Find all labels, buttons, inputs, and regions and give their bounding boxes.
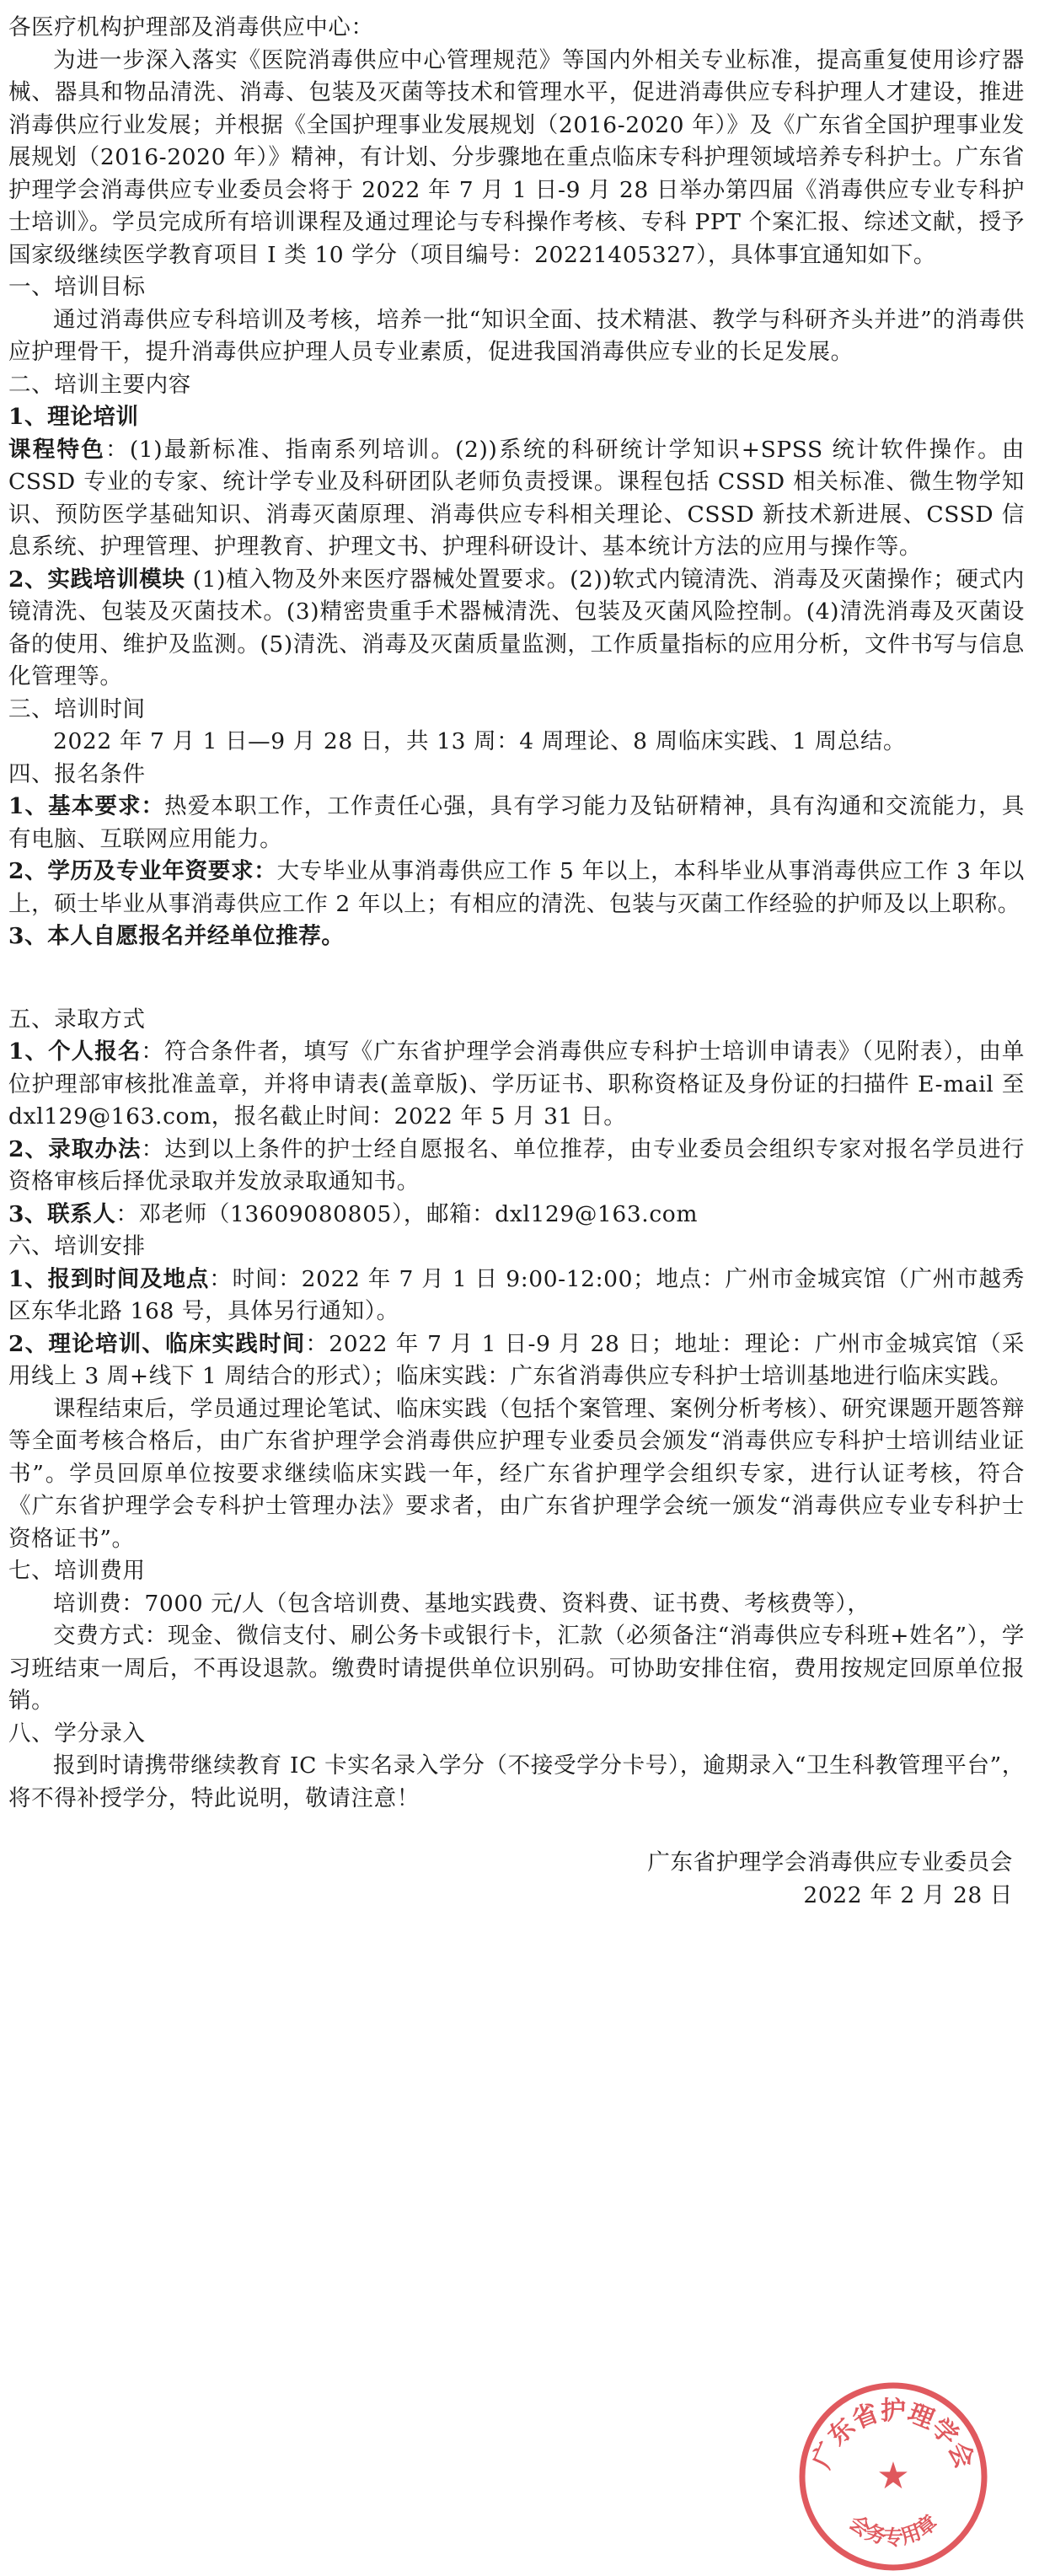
arrangement-paragraph: 课程结束后，学员通过理论笔试、临床实践（包括个案管理、案例分析考核）、研究课题开题答辩等全面考核合格后，由广东省护理学会消毒供应护理专业委员会颁发“消毒供应专科护士培训结业证书”。学员回原单位按要求继续临床实践一年，经广东省护理学会组织专家，进行认证考核，符合《广东省护理学会专科护士管理办法》要求者，由广东省护理学会统一颁发“消毒供应专业专科护士资格证书”。 (8, 1395, 1025, 1552)
signature-date: 2022 年 2 月 28 日 (803, 1881, 1013, 1908)
requirement-2 (8, 856, 1025, 920)
course-features-text: ：(1)最新标准、指南系列培训。(2))系统的科研统计学知识+SPSS 统计软件操作。由 CSSD 专业的专家、统计学专业及科研团队老师负责授课。课程包括 CSSD 相关标准、微生物学知识、预防医学基础知识、消毒灭菌原理、消毒供应专科相关理论、CSSD 新技术新进展、CSSD 信息系统、护理管理、护理教育、护理文书、护理科研设计、基本统计方法的应用与操作等。 (8, 436, 1025, 560)
admission-item-3 (8, 1199, 1025, 1232)
admission-item-2 (8, 1134, 1025, 1199)
blank-gap-2 (8, 1815, 1025, 1847)
section-2-sub-theory: 1、理论培训 (8, 404, 139, 430)
requirement-1 (8, 791, 1025, 856)
section-3-heading: 三、培训时间 (8, 695, 146, 722)
section-2-heading: 二、培训主要内容 (8, 371, 191, 398)
section-7-heading: 七、培训费用 (8, 1558, 146, 1584)
section-1-text: 通过消毒供应专科培训及考核，培养一批“知识全面、技术精湛、教学与科研齐头并进”的消毒供应护理骨干，提升消毒供应护理人员专业素质，促进我国消毒供应专业的长足发展。 (8, 306, 1025, 365)
admission-item-2-text: ：达到以上条件的护士经自愿报名、单位推荐，由专业委员会组织专家对报名学员进行资格审核后择优录取并发放录取通知书。 (8, 1135, 1025, 1194)
notice-document (8, 12, 1025, 1912)
arrangement-item-2-label: 2、理论培训、临床实践时间 (8, 1330, 306, 1357)
blank-gap (8, 953, 1025, 1004)
practice-module-label: 2、实践培训模块 (8, 566, 185, 593)
arrangement-item-2 (8, 1328, 1025, 1393)
section-5-heading: 五、录取方式 (8, 1006, 146, 1033)
admission-item-3-text: ：邓老师（13609080805），邮箱：dxl129@163.com (115, 1200, 699, 1227)
seal-top-text: 广东省护理学会 (806, 2396, 980, 2473)
arrangement-item-1 (8, 1264, 1025, 1328)
fee-line-2: 交费方式：现金、微信支付、刷公务卡或银行卡，汇款（必须备注“消毒供应专科班+姓名”），学习班结束一周后，不再设退款。缴费时请提供单位识别码。可协助安排住宿，费用按规定回原单位报销。 (8, 1623, 1025, 1714)
fee-line-1: 培训费：7000 元/人（包含培训费、基地实践费、资料费、证书费、考核费等）， (53, 1590, 870, 1617)
practice-module-paragraph (8, 564, 1025, 694)
requirement-2-text: 大专毕业从事消毒供应工作 5 年以上，本科毕业从事消毒供应工作 3 年以上，硕士毕业从事消毒供应工作 2 年以上；有相应的清洗、包装与灭菌工作经验的护师及以上职称。 (8, 858, 1026, 917)
section-3-text: 2022 年 7 月 1 日—9 月 28 日，共 13 周：4 周理论、8 周临床实践、1 周总结。 (53, 728, 907, 754)
official-seal (794, 2377, 993, 2576)
course-features-label: 课程特色 (8, 436, 106, 463)
admission-item-1-text: ：符合条件者，填写《广东省护理学会消毒供应专科护士培训申请表》（见附表），由单位护理部审核批准盖章，并将申请表(盖章版)、学历证书、职称资格证及身份证的扫描件 E-mail 至 dxl129@163.com，报名截止时间：2022 年 5 月 31 日。 (8, 1038, 1025, 1130)
signature-org: 广东省护理学会消毒供应专业委员会 (647, 1849, 1013, 1876)
intro-paragraph: 为进一步深入落实《医院消毒供应中心管理规范》等国内外相关专业标准，提高重复使用诊疗器械、器具和物品清洗、消毒、包装及灭菌等技术和管理水平，促进消毒供应专科护理人才建设，推进消毒供应行业发展；并根据《全国护理事业发展规划（2016-2020 年）》及《广东省全国护理事业发展规划（2016-2020 年）》精神，有计划、分步骤地在重点临床专科护理领域培养专科护士。广东省护理学会消毒供应专业委员会将于 2022 年 7 月 1 日-9 月 28 日举办第四届《消毒供应专业专科护士培训》。学员完成所有培训课程及通过理论与专科操作考核、专科 PPT 个案汇报、综述文献，授予国家级继续医学教育项目 I 类 10 学分（项目编号：20221405327），具体事宜通知如下。 (8, 46, 1025, 268)
arrangement-item-1-text: ：时间：2022 年 7 月 1 日 9:00-12:00；地点：广州市金城宾馆（广州市越秀区东华北路 168 号，具体另行通知）。 (8, 1265, 1025, 1324)
requirement-1-text: 热爱本职工作，工作责任心强，具有学习能力及钻研精神，具有沟通和交流能力，具有电脑、互联网应用能力。 (8, 793, 1026, 852)
requirement-2-label: 2、学历及专业年资要求： (8, 858, 277, 884)
seal-bottom-text: 会务专用章 (844, 2509, 942, 2550)
section-4-heading: 四、报名条件 (8, 760, 146, 787)
arrangement-item-2-text: ：2022 年 7 月 1 日-9 月 28 日；地址：理论：广州市金城宾馆（采用线上 3 周+线下 1 周结合的形式）；临床实践：广东省消毒供应专科护士培训基地进行临床实践。 (8, 1330, 1025, 1389)
seal-star-icon: ★ (876, 2455, 910, 2498)
practice-module-text: (1)植入物及外来医疗器械处置要求。(2))软式内镜清洗、消毒及灭菌操作；硬式内镜清洗、包装及灭菌技术。(3)精密贵重手术器械清洗、包装及灭菌风险控制。(4)清洗消毒及灭菌设备的使用、维护及监测。(5)清洗、消毒及灭菌质量监测，工作质量指标的应用分析，文件书写与信息化管理等。 (8, 566, 1025, 690)
requirement-1-label: 1、基本要求： (8, 793, 165, 819)
requirement-3: 3、本人自愿报名并经单位推荐。 (8, 923, 345, 949)
admission-item-1-label: 1、个人报名 (8, 1038, 142, 1065)
admission-item-1 (8, 1036, 1025, 1134)
course-features-paragraph (8, 434, 1025, 564)
admission-item-2-label: 2、录取办法 (8, 1135, 142, 1162)
admission-item-3-label: 3、联系人 (8, 1200, 116, 1227)
section-8-heading: 八、学分录入 (8, 1720, 146, 1747)
section-8-text: 报到时请携带继续教育 IC 卡实名录入学分（不接受学分卡号），逾期录入“卫生科教管理平台”，将不得补授学分，特此说明，敬请注意！ (8, 1752, 1025, 1811)
section-6-heading: 六、培训安排 (8, 1233, 146, 1259)
greeting: 各医疗机构护理部及消毒供应中心： (8, 14, 374, 40)
section-1-heading: 一、培训目标 (8, 274, 146, 300)
arrangement-item-1-label: 1、报到时间及地点 (8, 1265, 210, 1292)
